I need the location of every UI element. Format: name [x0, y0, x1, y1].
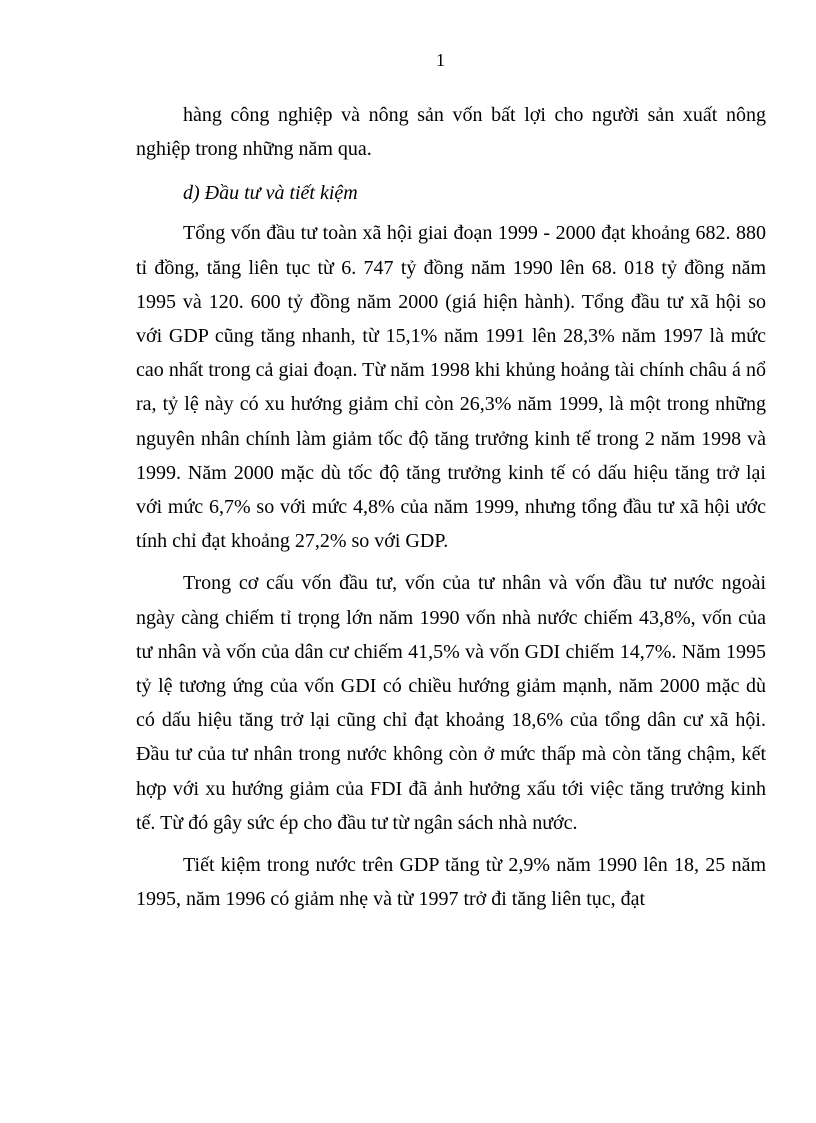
intro-paragraph: hàng công nghiệp và nông sản vốn bất lợi cho người sản xuất nông nghiệp trong những năm qua.: [136, 104, 766, 161]
paragraph-investment-structure: Trong cơ cấu vốn đầu tư, vốn của tư nhân và vốn đầu tư nước ngoài ngày càng chiếm tỉ trọng lớn năm 1990 vốn nhà nước chiếm 43,8%, vốn của tư nhân và vốn của dân cư chiếm 41,5% và vốn GDI chiếm 14,7%. Năm 1995 tỷ lệ tương ứng của vốn GDI có chiều hướng giảm mạnh, năm 2000 mặc dù có dấu hiệu tăng trở lại cũng chỉ đạt khoảng 18,6% của tổng dân cư xã hội. Đầu tư của tư nhân trong nước không còn ở mức thấp mà còn tăng chậm, kết hợp với xu hướng giảm của FDI đã ảnh hưởng xấu tới việc tăng trưởng kinh tế. Từ đó gây sức ép cho đầu tư từ ngân sách nhà nước.: [136, 572, 766, 834]
section-heading: d) Đầu tư và tiết kiệm: [183, 182, 358, 205]
paragraph-investment-total: Tổng vốn đầu tư toàn xã hội giai đoạn 1999 - 2000 đạt khoảng 682. 880 tỉ đồng, tăng liên tục từ 6. 747 tỷ đồng năm 1990 lên 68. 018 tỷ đồng năm 1995 và 120. 600 tỷ đồng năm 2000 (giá hiện hành). Tổng đầu tư xã hội so với GDP cũng tăng nhanh, từ 15,1% năm 1991 lên 28,3% năm 1997 là mức cao nhất trong cả giai đoạn. Từ năm 1998 khi khủng hoảng tài chính châu á nổ ra, tỷ lệ này có xu hướng giảm chỉ còn 26,3% năm 1999, là một trong những nguyên nhân chính làm giảm tốc độ tăng trưởng kinh tế trong 2 năm 1998 và 1999. Năm 2000 mặc dù tốc độ tăng trưởng kinh tế có dấu hiệu tăng trở lại với mức 6,7% so với mức 4,8% của năm 1999, nhưng tổng đầu tư xã hội ước tính chỉ đạt khoảng 27,2% so với GDP.: [136, 222, 766, 553]
page-number: 1: [436, 50, 445, 70]
document-body: [136, 98, 766, 916]
paragraph-savings: Tiết kiệm trong nước trên GDP tăng từ 2,9% năm 1990 lên 18, 25 năm 1995, năm 1996 có giảm nhẹ và từ 1997 trở đi tăng liên tục, đạt: [136, 854, 766, 911]
